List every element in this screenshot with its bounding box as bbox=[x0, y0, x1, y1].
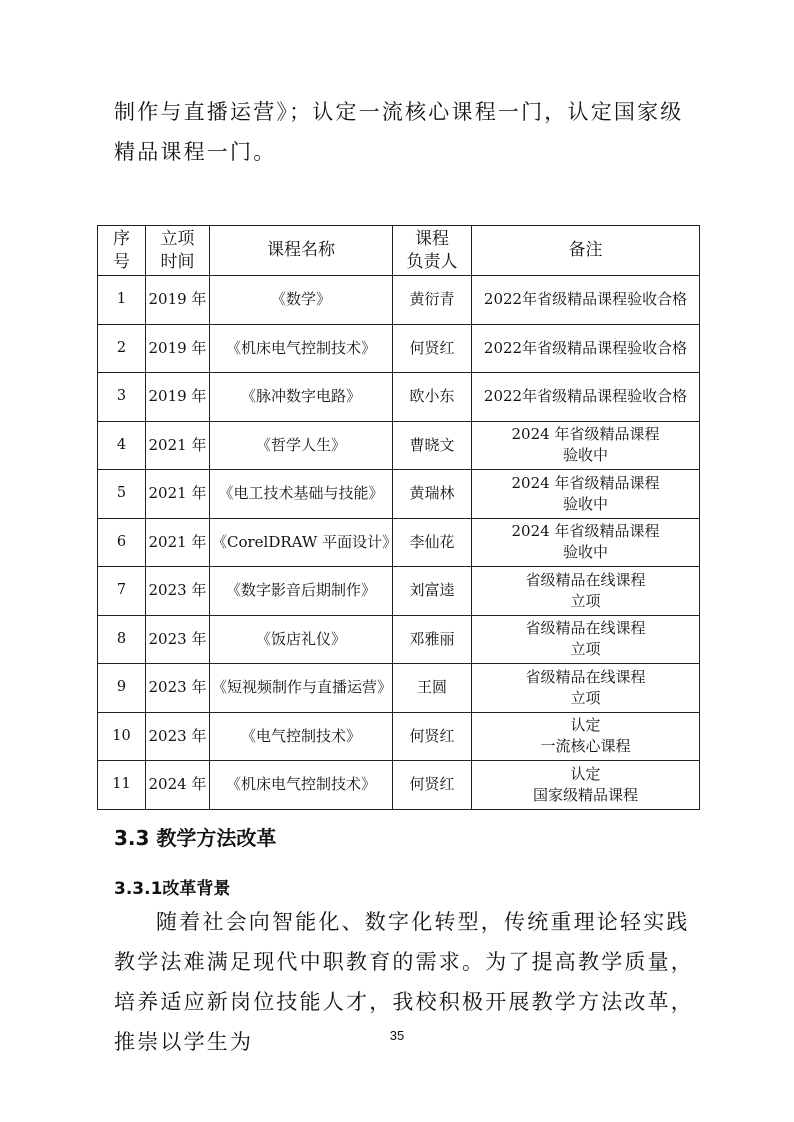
cell-person: 王圆 bbox=[393, 664, 472, 713]
cell-person: 何贤红 bbox=[393, 712, 472, 761]
table-row bbox=[98, 421, 700, 470]
cell-person: 何贤红 bbox=[393, 761, 472, 810]
cell-course-name: 《短视频制作与直播运营》 bbox=[210, 664, 393, 713]
cell-year: 2023 年 bbox=[146, 615, 210, 664]
cell-note: 省级精品在线课程 立项 bbox=[472, 567, 700, 616]
page-number: 35 bbox=[389, 1028, 405, 1043]
cell-course-name: 《哲学人生》 bbox=[210, 421, 393, 470]
header-person: 课程 负责人 bbox=[393, 226, 472, 276]
table-row bbox=[98, 615, 700, 664]
cell-person: 李仙花 bbox=[393, 518, 472, 567]
cell-seq: 10 bbox=[98, 712, 146, 761]
cell-seq: 6 bbox=[98, 518, 146, 567]
cell-person: 邓雅丽 bbox=[393, 615, 472, 664]
header-note: 备注 bbox=[472, 226, 700, 276]
table-row bbox=[98, 324, 700, 373]
cell-person: 欧小东 bbox=[393, 373, 472, 422]
cell-year: 2023 年 bbox=[146, 712, 210, 761]
table-row bbox=[98, 567, 700, 616]
cell-seq: 8 bbox=[98, 615, 146, 664]
cell-note: 2022年省级精品课程验收合格 bbox=[472, 373, 700, 422]
cell-seq: 11 bbox=[98, 761, 146, 810]
cell-person: 何贤红 bbox=[393, 324, 472, 373]
cell-person: 曹晓文 bbox=[393, 421, 472, 470]
body-paragraph: 随着社会向智能化、数字化转型，传统重理论轻实践教学法难满足现代中职教育的需求。为了提高教学质量，培养适应新岗位技能人才，我校积极开展教学方法改革，推崇以学生为 bbox=[114, 910, 694, 1054]
cell-seq: 9 bbox=[98, 664, 146, 713]
table-row bbox=[98, 518, 700, 567]
cell-year: 2021 年 bbox=[146, 421, 210, 470]
table-row bbox=[98, 712, 700, 761]
cell-year: 2023 年 bbox=[146, 567, 210, 616]
cell-course-name: 《CorelDRAW 平面设计》 bbox=[210, 518, 393, 567]
table-row bbox=[98, 276, 700, 325]
cell-course-name: 《电气控制技术》 bbox=[210, 712, 393, 761]
cell-year: 2021 年 bbox=[146, 518, 210, 567]
cell-year: 2021 年 bbox=[146, 470, 210, 519]
cell-note: 认定 国家级精品课程 bbox=[472, 761, 700, 810]
cell-person: 刘富逵 bbox=[393, 567, 472, 616]
cell-year: 2019 年 bbox=[146, 276, 210, 325]
cell-note: 2024 年省级精品课程 验收中 bbox=[472, 518, 700, 567]
cell-year: 2019 年 bbox=[146, 324, 210, 373]
course-table bbox=[97, 225, 700, 810]
cell-seq: 3 bbox=[98, 373, 146, 422]
table-header-row bbox=[98, 226, 700, 276]
cell-course-name: 《饭店礼仪》 bbox=[210, 615, 393, 664]
table-row bbox=[98, 761, 700, 810]
header-time: 立项 时间 bbox=[146, 226, 210, 276]
cell-course-name: 《机床电气控制技术》 bbox=[210, 324, 393, 373]
table-row bbox=[98, 373, 700, 422]
cell-course-name: 《数字影音后期制作》 bbox=[210, 567, 393, 616]
cell-course-name: 《机床电气控制技术》 bbox=[210, 761, 393, 810]
cell-person: 黄衍青 bbox=[393, 276, 472, 325]
cell-note: 2024 年省级精品课程 验收中 bbox=[472, 470, 700, 519]
cell-year: 2024 年 bbox=[146, 761, 210, 810]
cell-seq: 5 bbox=[98, 470, 146, 519]
subsection-heading: 3.3.1改革背景 bbox=[114, 879, 231, 899]
header-seq: 序 号 bbox=[98, 226, 146, 276]
cell-person: 黄瑞林 bbox=[393, 470, 472, 519]
table-row bbox=[98, 470, 700, 519]
cell-note: 2024 年省级精品课程 验收中 bbox=[472, 421, 700, 470]
cell-course-name: 《电工技术基础与技能》 bbox=[210, 470, 393, 519]
table-row bbox=[98, 664, 700, 713]
cell-year: 2019 年 bbox=[146, 373, 210, 422]
cell-year: 2023 年 bbox=[146, 664, 210, 713]
cell-note: 2022年省级精品课程验收合格 bbox=[472, 276, 700, 325]
cell-seq: 4 bbox=[98, 421, 146, 470]
cell-note: 省级精品在线课程 立项 bbox=[472, 664, 700, 713]
section-heading: 3.3 教学方法改革 bbox=[114, 826, 277, 850]
cell-seq: 2 bbox=[98, 324, 146, 373]
cell-seq: 1 bbox=[98, 276, 146, 325]
cell-course-name: 《数学》 bbox=[210, 276, 393, 325]
header-name: 课程名称 bbox=[210, 226, 393, 276]
cell-note: 2022年省级精品课程验收合格 bbox=[472, 324, 700, 373]
intro-paragraph: 制作与直播运营》；认定一流核心课程一门，认定国家级精品课程一门。 bbox=[114, 100, 684, 164]
cell-note: 省级精品在线课程 立项 bbox=[472, 615, 700, 664]
cell-seq: 7 bbox=[98, 567, 146, 616]
cell-note: 认定 一流核心课程 bbox=[472, 712, 700, 761]
cell-course-name: 《脉冲数字电路》 bbox=[210, 373, 393, 422]
